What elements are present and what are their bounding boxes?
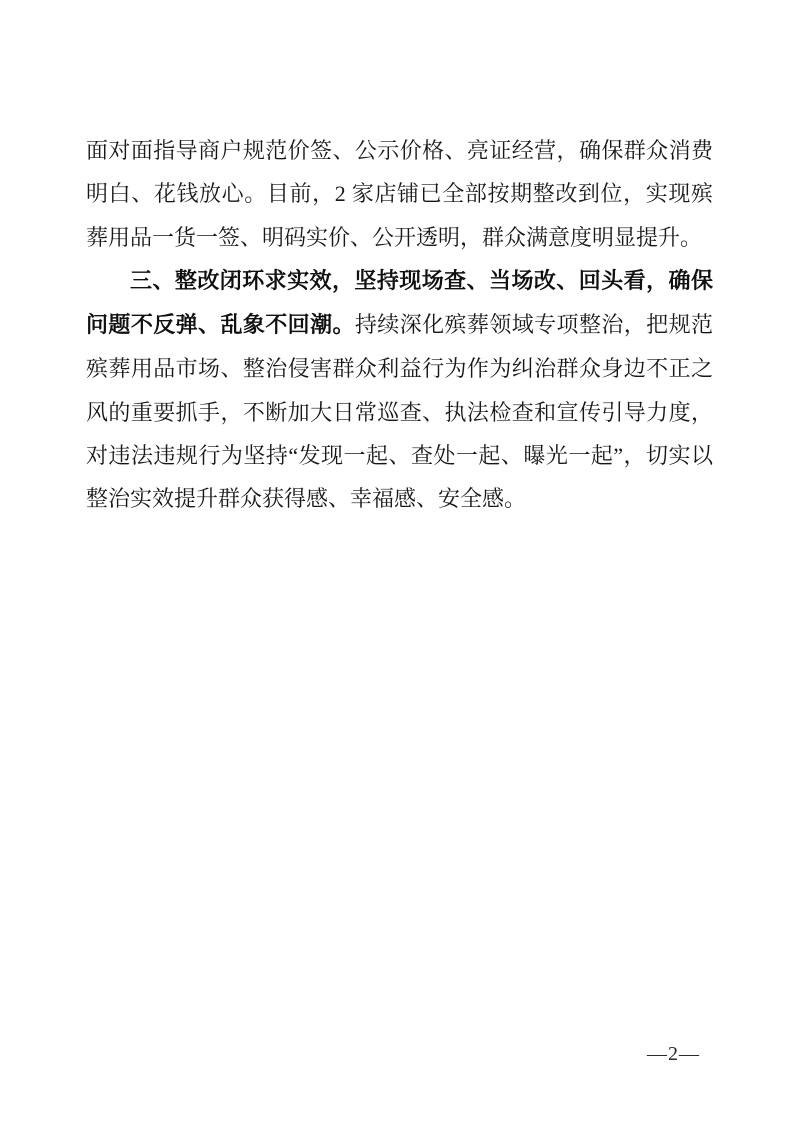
section-3-body-text: 持续深化殡葬领域专项整治，把规范殡葬用品市场、整治侵害群众利益行为作为纠治群众身边不正之风的重要抓手，不断加大日常巡查、执法检查和宣传引导力度，对违法违规行为坚持“发现一起、查处一起、曝光一起”，切实以整治实效提升群众获得感、幸福感、安全感。 (86, 312, 713, 512)
section-3-heading-bold: 三、整改闭环求实效，坚持现场查、当场改、回头看，确保问题不反弹、乱象不回潮。 (86, 268, 713, 339)
paragraph-continuation (86, 129, 713, 259)
paragraph-continuation-text: 面对面指导商户规范价签、公示价格、亮证经营，确保群众消费明白、花钱放心。目前，2 家店铺已全部按期整改到位，实现殡葬用品一货一签、明码实价、公开透明，群众满意度明显提升。 (86, 138, 713, 250)
page-number: —2— (647, 1043, 700, 1065)
document-body (86, 129, 713, 521)
paragraph-section-3 (86, 259, 713, 521)
